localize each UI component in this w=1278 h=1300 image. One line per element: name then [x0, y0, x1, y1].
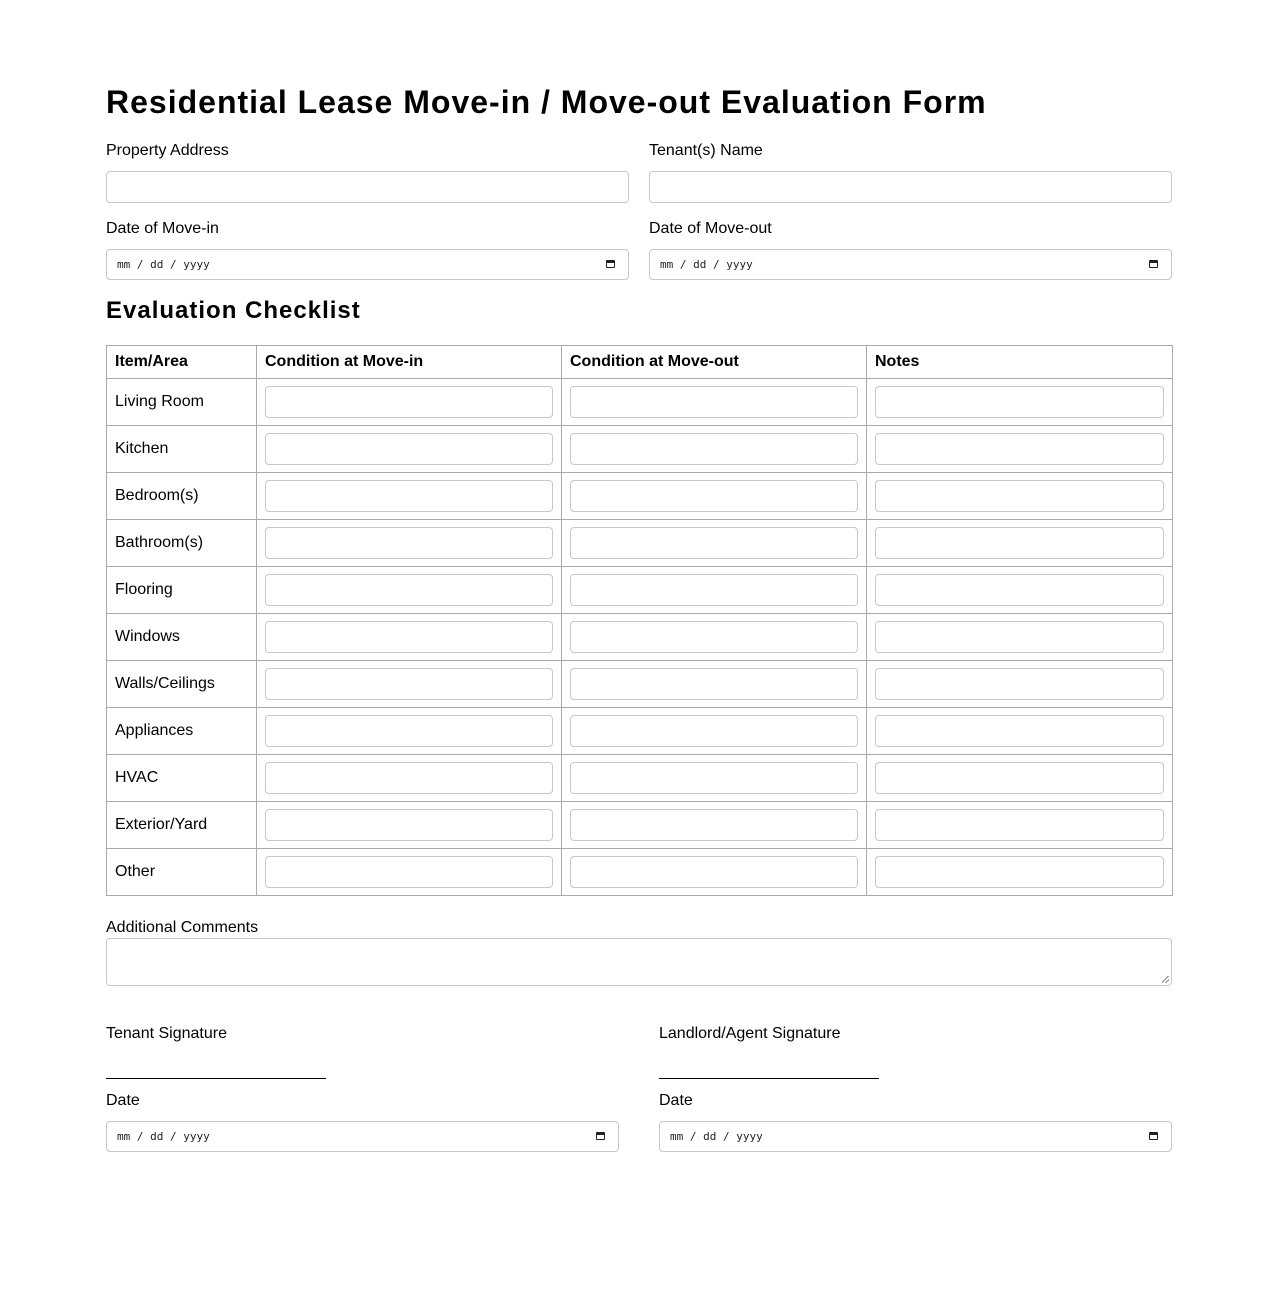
move-in-condition-input[interactable]	[265, 480, 553, 512]
notes-input[interactable]	[875, 527, 1164, 559]
additional-comments-textarea[interactable]	[106, 938, 1172, 986]
additional-comments-label: Additional Comments	[106, 919, 259, 936]
table-cell	[867, 426, 1173, 473]
notes-input[interactable]	[875, 574, 1164, 606]
move-out-condition-input[interactable]	[570, 668, 858, 700]
row-item-label: Flooring	[107, 567, 257, 614]
column-header-notes: Notes	[867, 346, 1173, 379]
table-cell	[257, 567, 562, 614]
table-header-row	[107, 346, 1173, 379]
row-item-label: Appliances	[107, 708, 257, 755]
table-cell	[562, 379, 867, 426]
move-out-condition-input[interactable]	[570, 386, 858, 418]
table-cell	[562, 755, 867, 802]
table-cell	[257, 473, 562, 520]
table-cell	[257, 379, 562, 426]
landlord-date-input[interactable]	[659, 1121, 1172, 1152]
notes-input[interactable]	[875, 386, 1164, 418]
table-cell	[867, 379, 1173, 426]
row-item-label: Other	[107, 849, 257, 896]
row-item-label: Living Room	[107, 379, 257, 426]
notes-input[interactable]	[875, 809, 1164, 841]
tenant-signature-line[interactable]	[106, 1054, 326, 1079]
move-out-condition-input[interactable]	[570, 762, 858, 794]
row-item-label: Bathroom(s)	[107, 520, 257, 567]
table-cell	[867, 802, 1173, 849]
row-item-label: Kitchen	[107, 426, 257, 473]
table-cell	[562, 849, 867, 896]
table-cell	[867, 520, 1173, 567]
table-cell	[257, 520, 562, 567]
move-in-condition-input[interactable]	[265, 715, 553, 747]
table-row	[107, 755, 1173, 802]
move-out-condition-input[interactable]	[570, 621, 858, 653]
landlord-signature-line[interactable]	[659, 1054, 879, 1079]
tenant-name-group	[649, 141, 1172, 203]
move-in-condition-input[interactable]	[265, 856, 553, 888]
table-cell	[867, 661, 1173, 708]
table-cell	[867, 614, 1173, 661]
table-cell	[562, 520, 867, 567]
landlord-date-label: Date	[659, 1092, 693, 1109]
date-placeholder: mm / dd / yyyy	[117, 1130, 210, 1143]
table-cell	[257, 849, 562, 896]
move-out-date-input[interactable]	[649, 249, 1172, 280]
move-in-condition-input[interactable]	[265, 386, 553, 418]
move-out-date-group	[649, 219, 1172, 280]
table-cell	[867, 755, 1173, 802]
move-out-condition-input[interactable]	[570, 856, 858, 888]
move-out-condition-input[interactable]	[570, 433, 858, 465]
table-cell	[562, 802, 867, 849]
move-out-condition-input[interactable]	[570, 574, 858, 606]
table-cell	[562, 567, 867, 614]
row-item-label: HVAC	[107, 755, 257, 802]
table-row	[107, 567, 1173, 614]
move-out-condition-input[interactable]	[570, 480, 858, 512]
move-in-condition-input[interactable]	[265, 574, 553, 606]
row-item-label: Windows	[107, 614, 257, 661]
date-placeholder: mm / dd / yyyy	[660, 258, 753, 271]
move-in-date-label: Date of Move-in	[106, 220, 219, 237]
tenant-name-input[interactable]	[649, 171, 1172, 203]
tenant-signature-group	[106, 1024, 619, 1152]
table-row	[107, 849, 1173, 896]
row-item-label: Walls/Ceilings	[107, 661, 257, 708]
notes-input[interactable]	[875, 668, 1164, 700]
table-cell	[867, 567, 1173, 614]
table-cell	[257, 661, 562, 708]
move-out-condition-input[interactable]	[570, 809, 858, 841]
table-cell	[867, 473, 1173, 520]
move-in-condition-input[interactable]	[265, 668, 553, 700]
table-cell	[257, 802, 562, 849]
table-cell	[257, 755, 562, 802]
tenant-date-input[interactable]	[106, 1121, 619, 1152]
notes-input[interactable]	[875, 856, 1164, 888]
tenant-signature-label: Tenant Signature	[106, 1025, 227, 1042]
column-header-move-in: Condition at Move-in	[257, 346, 562, 379]
table-cell	[562, 708, 867, 755]
move-in-condition-input[interactable]	[265, 621, 553, 653]
notes-input[interactable]	[875, 715, 1164, 747]
move-in-condition-input[interactable]	[265, 527, 553, 559]
additional-comments-group	[106, 918, 1172, 986]
table-row	[107, 426, 1173, 473]
notes-input[interactable]	[875, 433, 1164, 465]
date-placeholder: mm / dd / yyyy	[117, 258, 210, 271]
page-title: Residential Lease Move-in / Move-out Evaluation Form	[106, 84, 987, 120]
landlord-signature-label: Landlord/Agent Signature	[659, 1025, 841, 1042]
property-address-label: Property Address	[106, 142, 229, 159]
notes-input[interactable]	[875, 480, 1164, 512]
move-out-condition-input[interactable]	[570, 715, 858, 747]
table-row	[107, 473, 1173, 520]
tenant-name-label: Tenant(s) Name	[649, 142, 763, 159]
table-cell	[257, 426, 562, 473]
table-row	[107, 520, 1173, 567]
checklist-heading: Evaluation Checklist	[106, 297, 361, 324]
move-in-date-input[interactable]	[106, 249, 629, 280]
table-row	[107, 708, 1173, 755]
landlord-signature-group	[659, 1024, 1172, 1152]
evaluation-checklist-table	[106, 345, 1173, 896]
column-header-move-out: Condition at Move-out	[562, 346, 867, 379]
table-row	[107, 379, 1173, 426]
move-out-condition-input[interactable]	[570, 527, 858, 559]
calendar-icon[interactable]	[606, 260, 615, 268]
property-address-group	[106, 141, 629, 203]
move-in-condition-input[interactable]	[265, 809, 553, 841]
table-cell	[562, 661, 867, 708]
table-row	[107, 614, 1173, 661]
table-cell	[867, 708, 1173, 755]
row-item-label: Bedroom(s)	[107, 473, 257, 520]
table-row	[107, 802, 1173, 849]
move-in-condition-input[interactable]	[265, 762, 553, 794]
row-item-label: Exterior/Yard	[107, 802, 257, 849]
table-row	[107, 661, 1173, 708]
table-cell	[562, 473, 867, 520]
table-cell	[867, 849, 1173, 896]
table-cell	[257, 708, 562, 755]
calendar-icon[interactable]	[596, 1132, 605, 1140]
resize-grip-icon[interactable]	[1162, 976, 1169, 983]
table-cell	[562, 426, 867, 473]
tenant-date-label: Date	[106, 1092, 140, 1109]
column-header-item: Item/Area	[107, 346, 257, 379]
notes-input[interactable]	[875, 762, 1164, 794]
table-cell	[257, 614, 562, 661]
calendar-icon[interactable]	[1149, 260, 1158, 268]
move-out-date-label: Date of Move-out	[649, 220, 772, 237]
table-cell	[562, 614, 867, 661]
move-in-date-group	[106, 219, 629, 280]
calendar-icon[interactable]	[1149, 1132, 1158, 1140]
move-in-condition-input[interactable]	[265, 433, 553, 465]
notes-input[interactable]	[875, 621, 1164, 653]
property-address-input[interactable]	[106, 171, 629, 203]
date-placeholder: mm / dd / yyyy	[670, 1130, 763, 1143]
